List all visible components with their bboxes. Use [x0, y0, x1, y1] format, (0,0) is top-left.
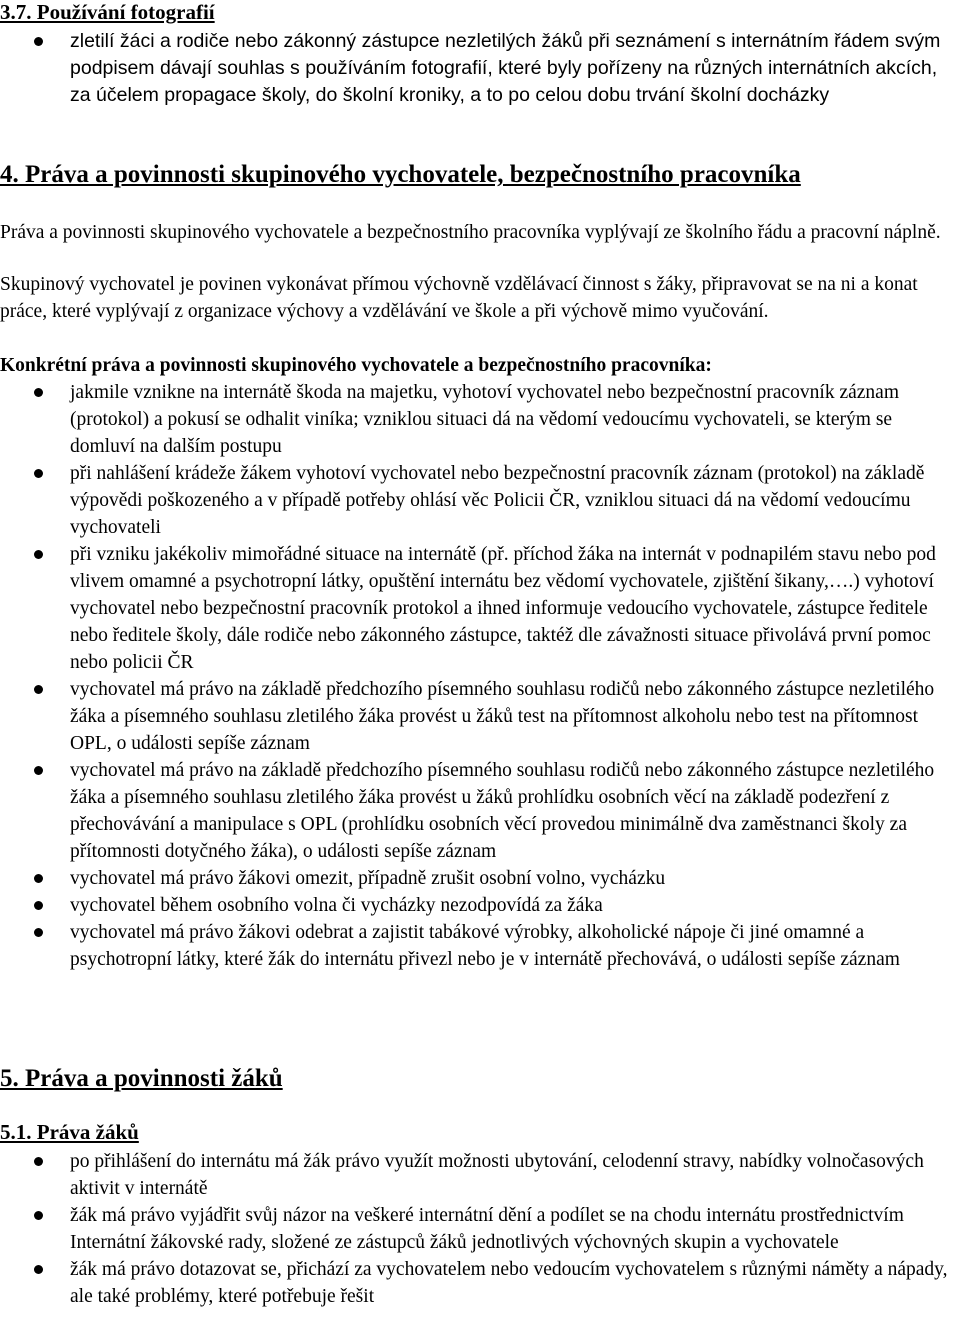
list-item: při nahlášení krádeže žákem vyhotoví vychovatel nebo bezpečnostní pracovník záznam (protokol) na základě výpovědi poškozeného a v případě potřeby ohlásí věc Policii ČR, vzniklou situaci dá na vědomí vedoucímu vychovateli	[0, 460, 950, 541]
bullet-icon	[34, 685, 43, 694]
list-item: jakmile vznikne na internátě škoda na majetku, vyhotoví vychovatel nebo bezpečnostní pracovník záznam (protokol) a pokusí se odhalit viníka; vzniklou situaci dá na vědomí vedoucímu vychovateli, se kterým se domluví na dalším postupu	[0, 379, 950, 460]
list-student-rights	[0, 1148, 950, 1310]
bullet-icon	[34, 1211, 43, 1220]
list-item: vychovatel má právo na základě předchozího písemného souhlasu rodičů nebo zákonného zástupce nezletilého žáka a písemného souhlasu zletilého žáka provést u žáků test na přítomnost alkoholu nebo test na přítomnost OPL, o události sepíše záznam	[0, 676, 950, 757]
section-heading-5: 5. Práva a povinnosti žáků	[0, 1065, 283, 1092]
paragraph: Skupinový vychovatel je povinen vykonávat přímou výchovně vzdělávací činnost s žáky, připravovat se na ni a konat práce, které vyplývají z organizace výchovy a vzdělávání ve škole a při výchově mimo vyučování.	[0, 274, 918, 322]
bullet-icon	[34, 1157, 43, 1166]
bullet-icon	[34, 766, 43, 775]
list-item: vychovatel během osobního volna či vycházky nezodpovídá za žáka	[0, 892, 950, 919]
list-item: vychovatel má právo na základě předchozího písemného souhlasu rodičů nebo zákonného zástupce nezletilého žáka a písemného souhlasu zletilého žáka provést u žáků prohlídku osobních věcí na základě podezření z přechovávání a manipulace s OPL (prohlídku osobních věcí provedou minimálně dva zaměstnanci školy za přítomnosti dotyčného žáka), o události sepíše záznam	[0, 757, 950, 865]
list-item: žák má právo dotazovat se, přichází za vychovatelem nebo vedoucím vychovatelem s různými náměty a nápady, ale také problémy, které potřebuje řešit	[0, 1256, 950, 1310]
section-heading-3-7: 3.7. Používání fotografií	[0, 0, 215, 24]
bullet-icon	[34, 550, 43, 559]
paragraph: Práva a povinnosti skupinového vychovatele a bezpečnostního pracovníka vyplývají ze školního řádu a pracovní náplně.	[0, 222, 941, 243]
list-item: vychovatel má právo žákovi omezit, případně zrušit osobní volno, vycházku	[0, 865, 950, 892]
bullet-icon	[34, 928, 43, 937]
bullet-icon	[34, 469, 43, 478]
section-heading-5-1: 5.1. Práva žáků	[0, 1120, 139, 1144]
list-item: vychovatel má právo žákovi odebrat a zajistit tabákové výrobky, alkoholické nápoje či jiné omamné a psychotropní látky, které žák do internátu přivezl nebo je v internátě přechovává, o události sepíše záznam	[0, 919, 950, 973]
bullet-icon	[34, 388, 43, 397]
list-lead: Konkrétní práva a povinnosti skupinového vychovatele a bezpečnostního pracovníka:	[0, 355, 712, 376]
bullet-icon	[34, 1265, 43, 1274]
bullet-icon	[34, 874, 43, 883]
bullet-icon	[34, 37, 43, 46]
section-heading-4: 4. Práva a povinnosti skupinového vychovatele, bezpečnostního pracovníka	[0, 161, 801, 188]
list-educator-rights	[0, 379, 950, 973]
list-item: zletilí žáci a rodiče nebo zákonný zástupce nezletilých žáků při seznámení s internátním řádem svým podpisem dávají souhlas s používáním fotografií, které byly pořízeny na různých internátních akcích, za účelem propagace školy, do školní kroniky, a to po celou dobu trvání školní docházky	[0, 28, 950, 109]
list-item: při vzniku jakékoliv mimořádné situace na internátě (př. příchod žáka na internát v podnapilém stavu nebo pod vlivem omamné a psychotropní látky, opuštění internátu bez vědomí vychovatele, zjištění šikany,….) vyhotoví vychovatel nebo bezpečnostní pracovník protokol a ihned informuje vedoucího vychovatele, zástupce ředitele nebo ředitele školy, dále rodiče nebo zákonného zástupce, taktéž dle závažnosti situace přivolává první pomoc nebo policii ČR	[0, 541, 950, 676]
list-photo-usage	[0, 28, 950, 109]
bullet-icon	[34, 901, 43, 910]
list-item: žák má právo vyjádřit svůj názor na veškeré internátní dění a podílet se na chodu internátu prostřednictvím Internátní žákovské rady, složené ze zástupců žáků jednotlivých výchovných skupin a vychovatele	[0, 1202, 950, 1256]
list-item: po přihlášení do internátu má žák právo využít možnosti ubytování, celodenní stravy, nabídky volnočasových aktivit v internátě	[0, 1148, 950, 1202]
